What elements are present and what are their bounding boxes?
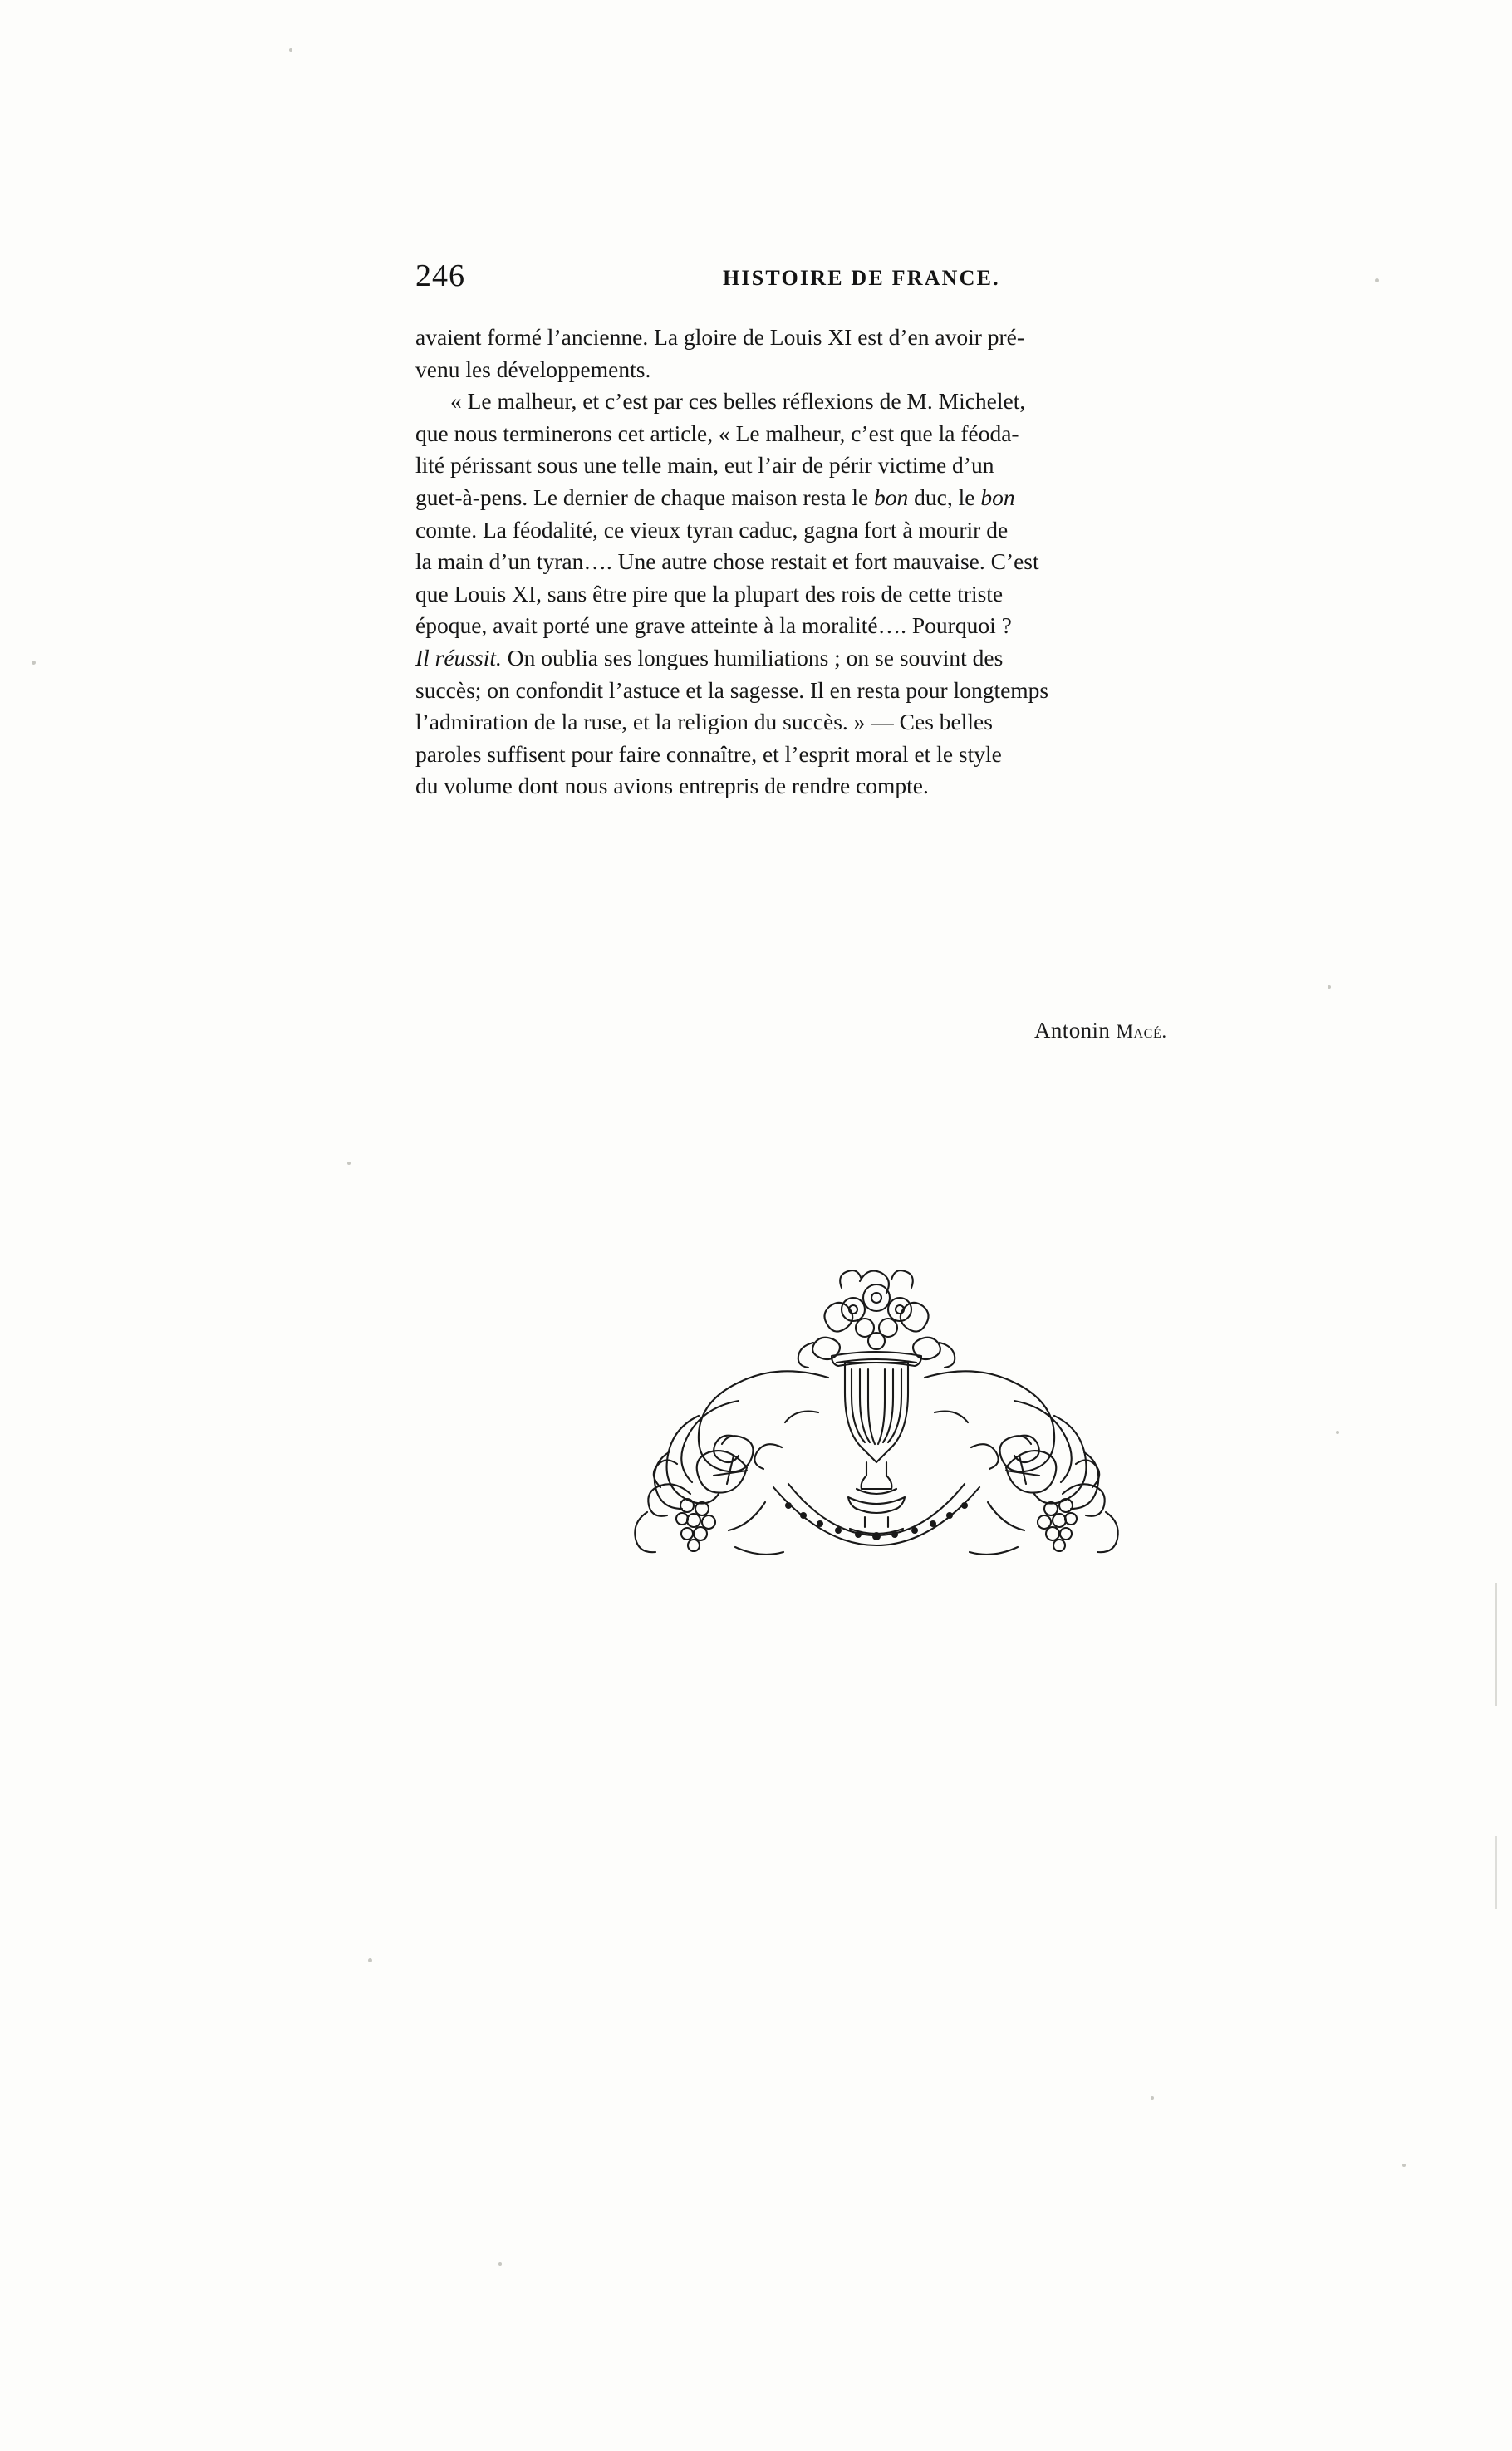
scan-speck bbox=[368, 1958, 372, 1962]
page-number: 246 bbox=[415, 258, 465, 293]
text-line: lité périssant sous une telle main, eut l’air de périr victime d’un bbox=[415, 452, 994, 479]
vignette-ornament bbox=[611, 1238, 1142, 1587]
signature-last-name: Macé. bbox=[1116, 1021, 1167, 1042]
author-signature bbox=[1034, 1018, 1167, 1044]
text-line: comte. La féodalité, ce vieux tyran caduc, gagna fort à mourir de bbox=[415, 516, 1009, 543]
text-line: succès; on confondit l’astuce et la sagesse. Il en resta pour longtemps bbox=[415, 676, 1049, 703]
text-line: « Le malheur, et c’est par ces belles réflexions de M. Michelet, bbox=[450, 388, 1026, 415]
text-line: paroles suffisent pour faire connaître, et l’esprit moral et le style bbox=[415, 740, 1002, 767]
scan-speck bbox=[498, 2262, 502, 2266]
text-line: Il réussit. On oublia ses longues humiliations ; on se souvint des bbox=[415, 644, 1004, 670]
body-text bbox=[415, 326, 1321, 807]
text-line: l’admiration de la ruse, et la religion du succès. » — Ces belles bbox=[415, 709, 993, 735]
scan-speck bbox=[347, 1162, 351, 1165]
text-line: avaient formé l’ancienne. La gloire de Louis XI est d’en avoir pré- bbox=[415, 324, 1025, 350]
plate-edge-mark bbox=[1495, 1583, 1497, 1706]
text-line: que nous terminerons cet article, « Le malheur, c’est que la féoda- bbox=[415, 420, 1019, 446]
plate-edge-mark bbox=[1495, 1836, 1497, 1909]
scan-speck bbox=[1402, 2164, 1406, 2167]
page-header bbox=[415, 258, 1271, 302]
text-line: guet-à-pens. Le dernier de chaque maison resta le bon duc, le bon bbox=[415, 484, 1015, 510]
text-line: du volume dont nous avions entrepris de rendre compte. bbox=[415, 773, 929, 799]
text-line: la main d’un tyran…. Une autre chose restait et fort mauvaise. C’est bbox=[415, 548, 1039, 575]
scan-speck bbox=[1151, 2096, 1154, 2100]
scan-speck bbox=[1375, 278, 1379, 282]
scan-speck bbox=[1336, 1431, 1339, 1434]
text-line: que Louis XI, sans être pire que la plupart des rois de cette triste bbox=[415, 580, 1004, 607]
text-line: époque, avait porté une grave atteinte à la moralité…. Pourquoi ? bbox=[415, 612, 1012, 639]
running-head: HISTOIRE DE FRANCE. bbox=[723, 266, 1000, 290]
scan-speck bbox=[32, 661, 36, 665]
text-line: venu les développements. bbox=[415, 356, 651, 382]
signature-first-name: Antonin bbox=[1034, 1018, 1111, 1043]
scan-speck bbox=[1328, 985, 1331, 989]
scan-speck bbox=[289, 48, 292, 52]
